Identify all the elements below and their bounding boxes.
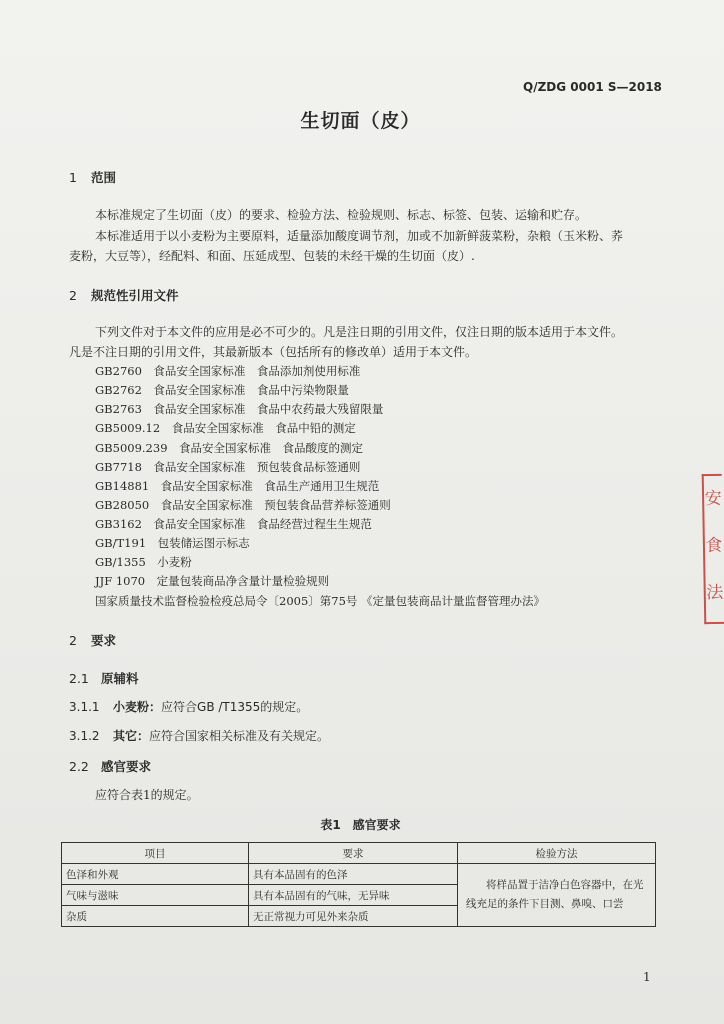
table-header: 要求 <box>249 843 458 864</box>
stamp-char: 法 <box>706 582 724 604</box>
reference-item: GB2762 食品安全国家标准 食品中污染物限量 <box>95 383 349 397</box>
sensory-requirements-table <box>61 842 656 927</box>
section-number: 2.2 <box>69 759 89 774</box>
document-number: Q/ZDG 0001 S—2018 <box>523 80 662 94</box>
table-cell: 无正常视力可见外来杂质 <box>249 906 458 927</box>
table-cell: 具有本品固有的色泽 <box>249 864 458 885</box>
reference-item: GB7718 食品安全国家标准 预包装食品标签通则 <box>95 460 361 474</box>
section-title: 感官要求 <box>101 759 152 774</box>
wheat-flour-clause <box>69 698 308 715</box>
section-2-heading <box>69 286 179 304</box>
requirements-heading <box>69 631 116 649</box>
section-number: 2 <box>69 633 77 648</box>
clause-number: 3.1.2 <box>69 729 100 743</box>
reference-item: GB2763 食品安全国家标准 食品中农药最大残留限量 <box>95 402 384 416</box>
sensory-requirements-heading <box>69 757 151 775</box>
sensory-requirements-text: 应符合表1的规定。 <box>95 788 199 802</box>
scope-paragraph-2-line-1: 本标准适用于以小麦粉为主要原料，适量添加酸度调节剂，加或不加新鲜菠菜粉，杂粮（玉米粉、荞 <box>95 229 624 243</box>
table-row <box>62 864 656 885</box>
table-cell: 具有本品固有的气味，无异味 <box>249 885 458 906</box>
page-title: 生切面（皮） <box>300 110 421 132</box>
section-number: 2 <box>69 288 77 303</box>
table-cell: 色泽和外观 <box>62 864 249 885</box>
clause-label: 其它： <box>113 729 150 743</box>
scope-paragraph-2-line-2: 麦粉，大豆等），经配料、和面、压延成型、包装的未经干燥的生切面（皮）. <box>69 249 475 263</box>
section-title: 要求 <box>91 633 117 648</box>
reference-item: 国家质量技术监督检验检疫总局令〔2005〕第75号 《定量包装商品计量监督管理办法》 <box>95 594 546 608</box>
red-seal-stamp <box>702 474 724 624</box>
section-title: 原辅料 <box>101 671 139 686</box>
table-caption: 表1 感官要求 <box>320 818 401 832</box>
stamp-char: 食 <box>705 535 723 557</box>
reference-item: GB/1355 小麦粉 <box>95 555 192 569</box>
references-intro-line-2: 凡是不注日期的引用文件，其最新版本（包括所有的修改单）适用于本文件。 <box>69 345 478 359</box>
method-line-1: 将样品置于洁净白色容器中，在光 <box>486 879 644 891</box>
clause-label: 小麦粉： <box>113 700 162 714</box>
reference-item: GB2760 食品安全国家标准 食品添加剂使用标准 <box>95 364 361 378</box>
section-1-heading <box>69 168 116 186</box>
scope-paragraph-1: 本标准规定了生切面（皮）的要求、检验方法、检验规则、标志、标签、包装、运输和贮存。 <box>95 208 588 222</box>
table-cell: 杂质 <box>62 906 249 927</box>
raw-materials-heading <box>69 669 139 687</box>
clause-text: 应符合GB /T1355的规定。 <box>161 700 309 714</box>
section-number: 1 <box>69 170 77 185</box>
table-header: 项目 <box>62 843 249 864</box>
reference-item: JJF 1070 定量包装商品净含量计量检验规则 <box>95 574 330 588</box>
stamp-char: 安 <box>704 488 722 510</box>
reference-item: GB5009.12 食品安全国家标准 食品中铅的测定 <box>95 421 356 435</box>
table-cell-method <box>458 864 656 927</box>
clause-text: 应符合国家相关标准及有关规定。 <box>149 729 330 743</box>
references-intro-line-1: 下列文件对于本文件的应用是必不可少的。凡是注日期的引用文件，仅注日期的版本适用于本文件。 <box>95 325 624 339</box>
section-number: 2.1 <box>69 671 89 686</box>
table-cell: 气味与滋味 <box>62 885 249 906</box>
method-line-2: 线充足的条件下目测、鼻嗅、口尝 <box>466 898 624 910</box>
reference-item: GB5009.239 食品安全国家标准 食品酸度的测定 <box>95 441 364 455</box>
reference-item: GB/T191 包装储运图示标志 <box>95 536 250 550</box>
table-header: 检验方法 <box>458 843 656 864</box>
page-number: 1 <box>643 970 651 984</box>
others-clause <box>69 727 329 744</box>
table-header-row <box>62 843 656 864</box>
section-title: 规范性引用文件 <box>91 288 179 303</box>
reference-item: GB28050 食品安全国家标准 预包装食品营养标签通则 <box>95 498 391 512</box>
reference-item: GB3162 食品安全国家标准 食品经营过程生生规范 <box>95 517 372 531</box>
reference-item: GB14881 食品安全国家标准 食品生产通用卫生规范 <box>95 479 380 493</box>
section-title: 范围 <box>91 170 117 185</box>
clause-number: 3.1.1 <box>69 700 100 714</box>
